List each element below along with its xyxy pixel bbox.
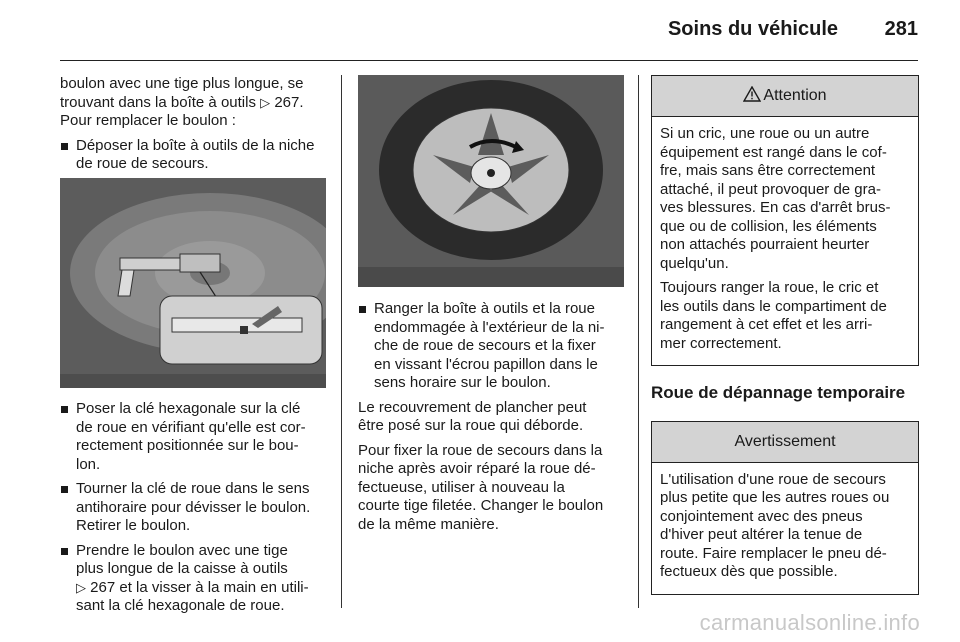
warning-triangle-icon: [743, 86, 761, 102]
column-divider: [341, 75, 342, 608]
attention-box: [651, 75, 919, 366]
wheel-well-illustration: [60, 178, 326, 388]
bullet-icon: [61, 548, 68, 555]
avertissement-header: Avertissement: [652, 422, 918, 463]
attention-body: Si un cric, une roue ou un autre équipement est rangé dans le cof- fre, mais sans être correctement attaché, il peut provoquer de gra- ves blessures. En cas d'arrêt brus- que ou de collision, les éléments non attachés pourraient heurter quelqu'un. Toujours ranger la roue, le cric et les outils dans le compartiment de rangement à cet effet et les arri- mer correctement.: [660, 125, 891, 352]
watermark: carmanualsonline.info: [699, 610, 920, 635]
bullet-icon: [61, 406, 68, 413]
page-ref-icon[interactable]: ▷: [76, 579, 86, 595]
figure-wheel-well: [60, 178, 326, 388]
column-right: [651, 75, 919, 613]
intro-paragraph: boulon avec une tige plus longue, se trouvant dans la boîte à outils ▷ 267. Pour remplacer le boulon :: [60, 75, 304, 129]
page-title: Soins du véhicule: [667, 18, 838, 40]
figure-spare-wheel: [358, 75, 624, 287]
attention-header: Attention: [652, 76, 918, 117]
list-item: Tourner la clé de roue dans le sens antihoraire pour dévisser le boulon. Retirer le boulon.: [60, 480, 326, 536]
page-header: [60, 0, 918, 61]
paragraph: Pour fixer la roue de secours dans la niche après avoir réparé la roue dé- fectueuse, utiliser à nouveau la courte tige filetée. Changer le boulon de la même manière.: [358, 441, 604, 533]
list-item: Déposer la boîte à outils de la niche de roue de secours.: [60, 137, 326, 174]
list-item: Poser la clé hexagonale sur la clé de roue en vérifiant qu'elle est cor- rectement positionnée sur le bou- lon.: [60, 400, 326, 474]
bullet-icon: [359, 306, 366, 313]
column-divider: [638, 75, 639, 608]
column-left-lower: [60, 400, 326, 622]
bullet-icon: [61, 486, 68, 493]
paragraph: Le recouvrement de plancher peut être posé sur la roue qui déborde.: [358, 398, 587, 434]
column-middle: [358, 300, 624, 540]
page-number: 281: [884, 18, 918, 40]
column-left: [60, 75, 326, 180]
spare-wheel-illustration: [358, 75, 624, 287]
avertissement-box: [651, 421, 919, 595]
list-item: Prendre le boulon avec une tige plus longue de la caisse à outils ▷ 267 et la visser à la main en utili- sant la clé hexagonale de roue.: [60, 542, 326, 616]
bullet-icon: [61, 143, 68, 150]
page-ref-icon[interactable]: ▷: [260, 94, 271, 110]
section-heading: Roue de dépannage temporaire: [651, 383, 906, 402]
list-item: Ranger la boîte à outils et la roue endommagée à l'extérieur de la ni- che de roue de secours et la fixer en vissant l'écrou papillon dans le sens horaire sur le boulon.: [358, 300, 624, 393]
avertissement-body: L'utilisation d'une roue de secours plus petite que les autres roues ou conjointement avec des pneus d'hiver peut altérer la tenue de route. Faire remplacer le pneu dé- fectueux dès que possible.: [660, 470, 890, 580]
